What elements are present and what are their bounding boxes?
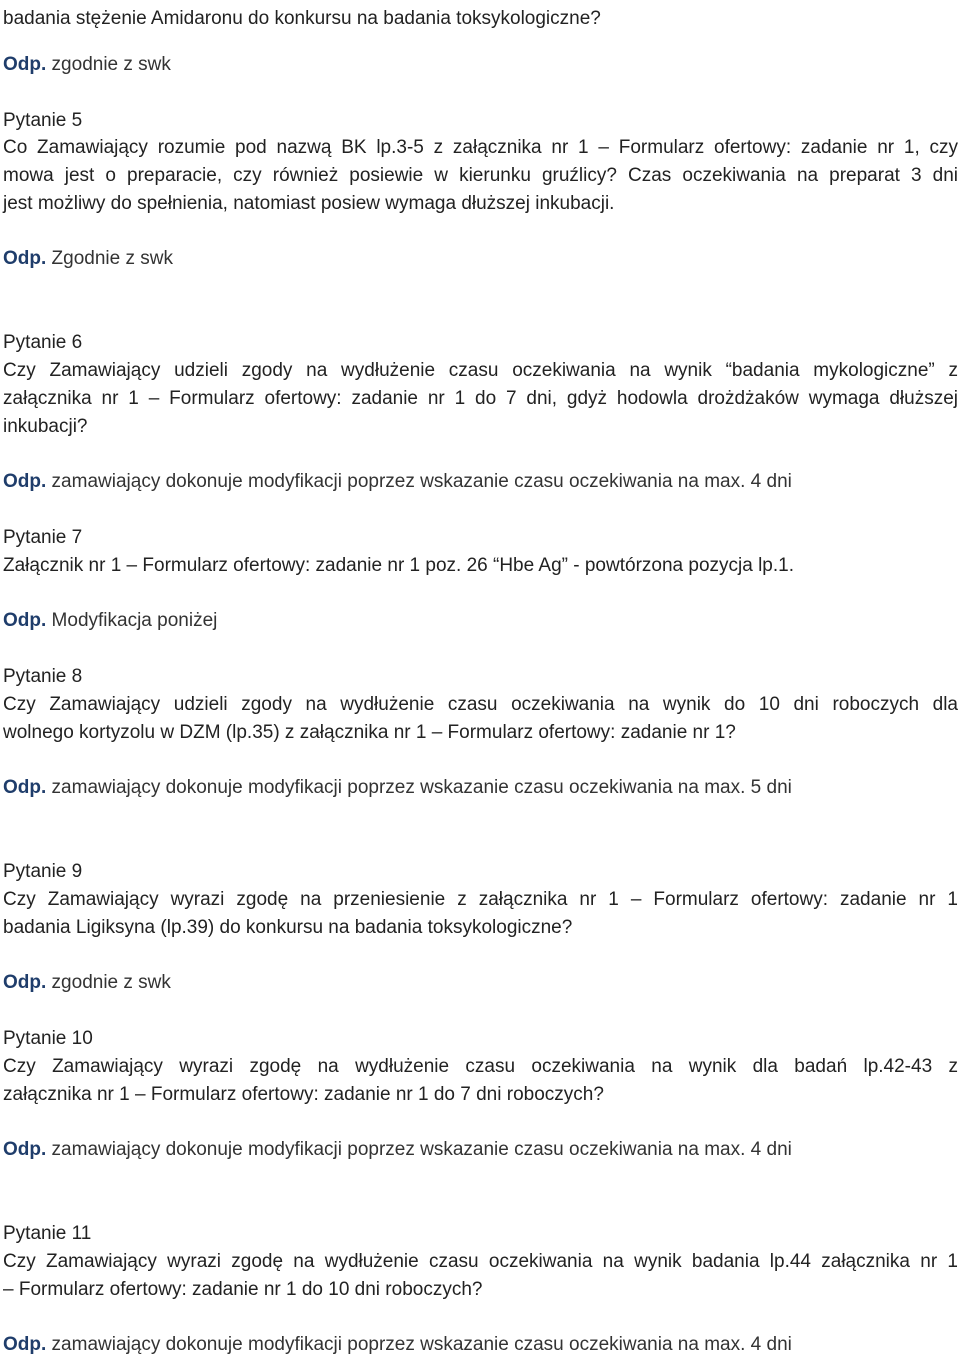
question-8-line-2: wolnego kortyzolu w DZM (lp.35) z załącznika nr 1 – Formularz ofertowy: zadanie nr 1? (3, 722, 736, 743)
question-5-title: Pytanie 5 (3, 110, 83, 131)
answer-text: zamawiający dokonuje modyfikacji poprzez wskazanie czasu oczekiwania na max. 4 dni (46, 1139, 792, 1160)
question-11-line-2: – Formularz ofertowy: zadanie nr 1 do 10 dni roboczych? (3, 1279, 483, 1300)
answer-text: Modyfikacja poniżej (46, 610, 218, 631)
question-5-line-3: jest możliwy do spełnienia, natomiast posiew wymaga dłuższej inkubacji. (3, 193, 615, 214)
question-10-line-2: załącznika nr 1 – Formularz ofertowy: zadanie nr 1 do 7 dni roboczych? (3, 1084, 604, 1105)
question-9-title: Pytanie 9 (3, 861, 83, 882)
answer-label: Odp. (3, 471, 47, 492)
question-8-line-1: Czy Zamawiający udzieli zgody na wydłużenie czasu oczekiwania na wynik do 10 dni roboczych dla (3, 694, 958, 715)
question-11-line-1: Czy Zamawiający wyrazi zgodę na wydłużenie czasu oczekiwania na wynik badania lp.44 załącznika nr 1 (3, 1251, 958, 1272)
answer-text: zamawiający dokonuje modyfikacji poprzez wskazanie czasu oczekiwania na max. 5 dni (46, 777, 792, 798)
answer-6 (3, 471, 958, 493)
answer-text: Zgodnie z swk (46, 248, 174, 269)
question-9-line-2: badania Ligiksyna (lp.39) do konkursu na badania toksykologiczne? (3, 917, 573, 938)
question-5-line-2: mowa jest o preparacie, czy również posiewie w kierunku gruźlicy? Czas oczekiwania na preparat 3 dni (3, 165, 958, 186)
question-6-title: Pytanie 6 (3, 332, 83, 353)
answer-label: Odp. (3, 54, 47, 75)
question-11-title: Pytanie 11 (3, 1223, 92, 1244)
answer-text: zgodnie z swk (46, 54, 171, 75)
question-10-title: Pytanie 10 (3, 1028, 93, 1049)
answer-label: Odp. (3, 972, 47, 993)
answer-5 (3, 248, 958, 270)
question-6-line-3: inkubacji? (3, 416, 88, 437)
question-6-line-2: załącznika nr 1 – Formularz ofertowy: zadanie nr 1 do 7 dni, gdyż hodowla drożdżaków wymaga dłuższej (3, 388, 958, 409)
answer-label: Odp. (3, 1334, 47, 1355)
question-8-title: Pytanie 8 (3, 666, 83, 687)
answer-text: zamawiający dokonuje modyfikacji poprzez wskazanie czasu oczekiwania na max. 4 dni (46, 1334, 792, 1355)
answer-9 (3, 972, 958, 994)
question-5-line-1: Co Zamawiający rozumie pod nazwą BK lp.3-5 z załącznika nr 1 – Formularz ofertowy: zadanie nr 1, czy (3, 137, 958, 158)
answer-text: zamawiający dokonuje modyfikacji poprzez wskazanie czasu oczekiwania na max. 4 dni (46, 471, 792, 492)
answer-label: Odp. (3, 248, 47, 269)
question-7-line-1: Załącznik nr 1 – Formularz ofertowy: zadanie nr 1 poz. 26 “Hbe Ag” - powtórzona pozycja lp.1. (3, 555, 794, 576)
question-continuation: badania stężenie Amidaronu do konkursu na badania toksykologiczne? (3, 8, 601, 29)
answer-text: zgodnie z swk (46, 972, 171, 993)
answer-10 (3, 1139, 958, 1161)
answer-label: Odp. (3, 1139, 47, 1160)
question-7-title: Pytanie 7 (3, 527, 83, 548)
question-9-line-1: Czy Zamawiający wyrazi zgodę na przeniesienie z załącznika nr 1 – Formularz ofertowy: zadanie nr 1 (3, 889, 958, 910)
answer-label: Odp. (3, 610, 47, 631)
answer-4 (3, 54, 958, 76)
answer-11 (3, 1334, 958, 1356)
answer-label: Odp. (3, 777, 47, 798)
answer-8 (3, 777, 958, 799)
question-6-line-1: Czy Zamawiający udzieli zgody na wydłużenie czasu oczekiwania na wynik “badania mykologiczne” z (3, 360, 958, 381)
answer-7 (3, 610, 958, 632)
question-10-line-1: Czy Zamawiający wyrazi zgodę na wydłużenie czasu oczekiwania na wynik dla badań lp.42-43 z (3, 1056, 958, 1077)
